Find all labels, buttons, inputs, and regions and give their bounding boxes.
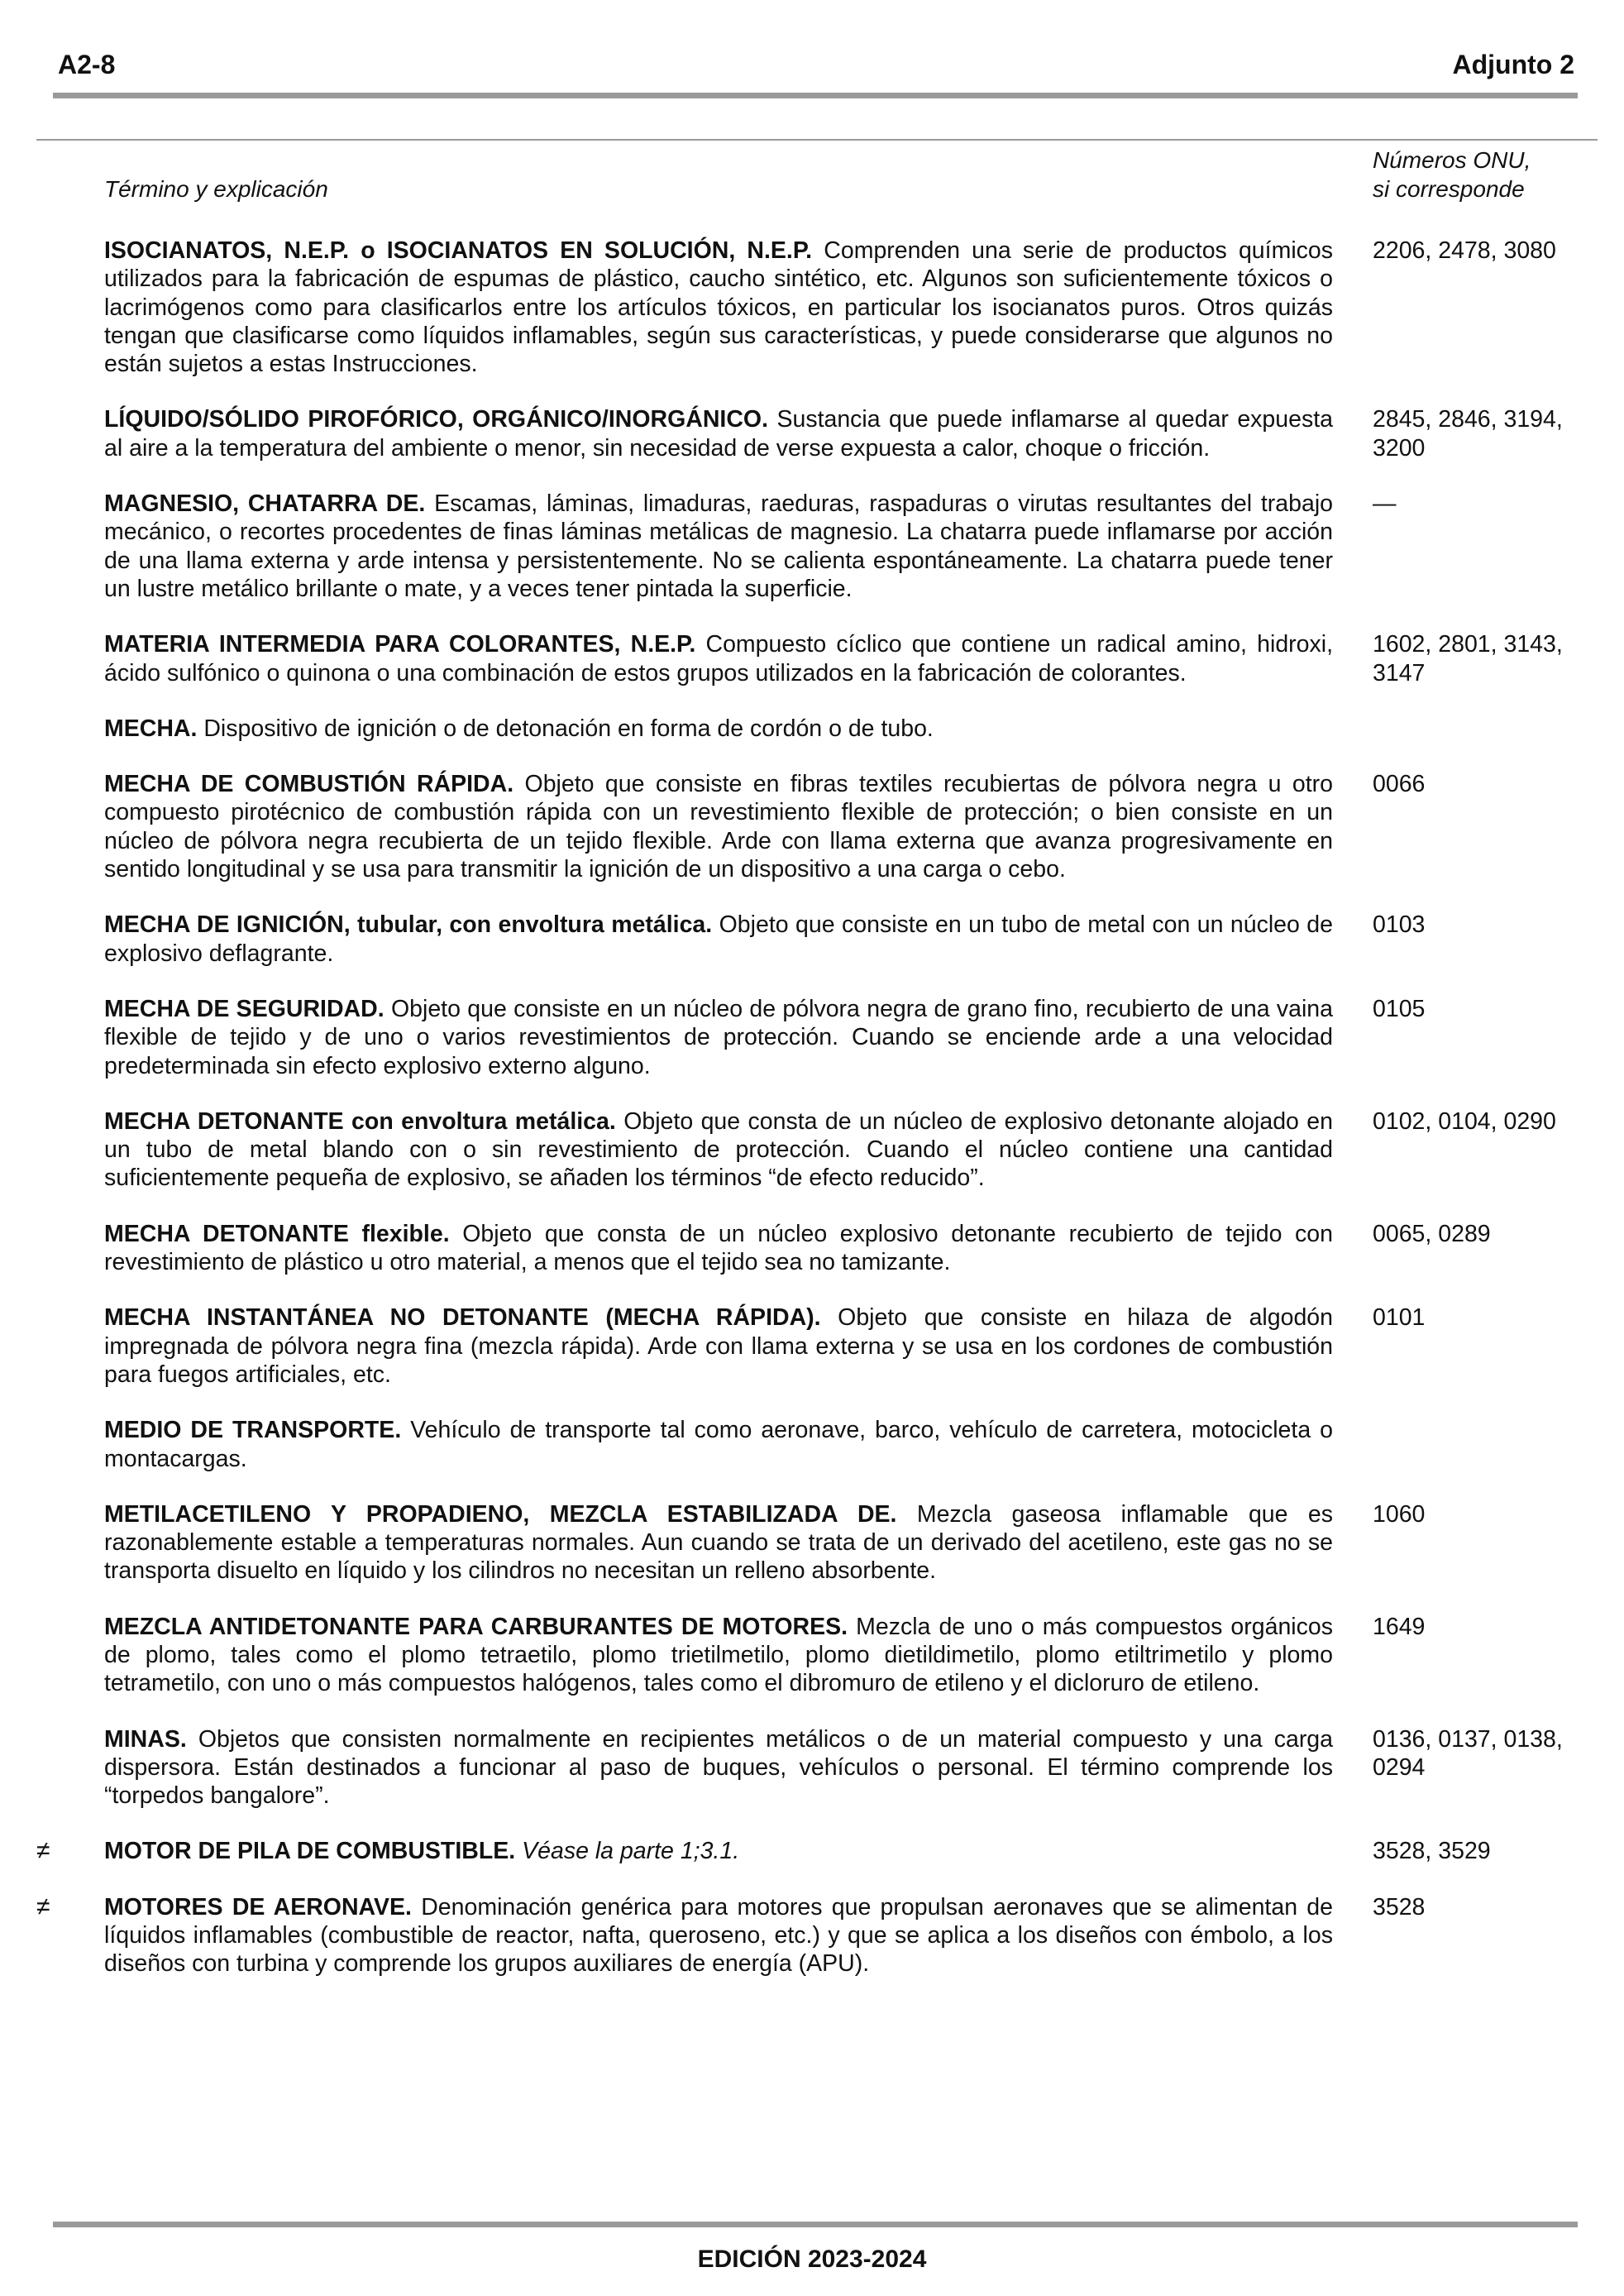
table-top-rule [36, 139, 1598, 141]
entry-text [104, 630, 1333, 687]
entry-description: Escamas, láminas, limaduras, raeduras, raspaduras o virutas resultantes del trabajo mecánico, o recortes procedentes de finas láminas metálicas de magnesio. La chatarra puede inflamarse por acción de una llama externa y arde intensa y persistentemente. No se calienta espontáneamente. La chatarra puede tener un lustre metálico brillante o mate, y a veces tener pintada la superficie. [104, 490, 1333, 602]
entry-text [104, 1107, 1333, 1193]
un-numbers: 0136, 0137, 0138, 0294 [1373, 1725, 1563, 1781]
entry-term: MECHA INSTANTÁNEA NO DETONANTE (MECHA RÁPIDA). [104, 1304, 821, 1332]
un-numbers: 0101 [1373, 1304, 1426, 1332]
footer-rule [53, 2222, 1578, 2227]
entry-text [104, 1613, 1333, 1698]
entry-term: MINAS. [104, 1725, 187, 1753]
entry-description: Mezcla gaseosa inflamable que es razonablemente estable a temperaturas normales. Aun cuando se trata de un derivado del acetileno, este gas no se transporta disuelto en líquido y los cilindros no necesitan un relleno absorbente. [104, 1500, 1333, 1585]
entry-text [104, 237, 1333, 378]
entry-description: Comprenden una serie de productos químicos utilizados para la fabricación de espumas de plástico, caucho sintético, etc. Algunos son suficientemente tóxicos o lacrimógenos como para clasificarlos entre los artículos tóxicos, en particular los isocianatos puros. Otros quizás tengan que clasificarse como líquidos inflamables, según sus características, y puede considerarse que algunos no están sujetos a estas Instrucciones. [104, 237, 1333, 378]
entry-text [104, 490, 1333, 603]
glossary-entry [0, 1500, 1624, 1586]
entry-term: MEZCLA ANTIDETONANTE PARA CARBURANTES DE MOTORES. [104, 1613, 848, 1640]
entry-text [104, 1303, 1333, 1389]
entry-text [104, 770, 1333, 883]
entry-term: MECHA. [104, 715, 198, 742]
un-numbers: 1649 [1373, 1613, 1426, 1640]
entry-text [104, 911, 1333, 968]
entry-description: Sustancia que puede inflamarse al quedar expuesta al aire a la temperatura del ambiente o menor, sin necesidad de verse expuesta a calor, choque o fricción. [104, 406, 1333, 462]
entry-text [104, 1500, 1333, 1586]
amendment-marker: ≠ [36, 1837, 50, 1865]
un-numbers: 0103 [1373, 911, 1426, 939]
entry-term: MEDIO DE TRANSPORTE. [104, 1417, 402, 1444]
entry-term: MECHA DE SEGURIDAD. [104, 995, 385, 1022]
un-numbers: — [1373, 490, 1397, 518]
entry-term: MOTOR DE PILA DE COMBUSTIBLE. [104, 1838, 516, 1865]
glossary-entry [0, 995, 1624, 1080]
un-numbers: 2845, 2846, 3194, 3200 [1373, 406, 1563, 462]
glossary-entry [0, 237, 1624, 378]
glossary-entry [0, 1893, 1624, 1978]
un-numbers: 0065, 0289 [1373, 1220, 1491, 1247]
glossary-entry [0, 1725, 1624, 1810]
entry-term: MATERIA INTERMEDIA PARA COLORANTES, N.E.P. [104, 631, 696, 658]
entry-description: Objeto que consta de un núcleo explosivo detonante recubierto de tejido con revestimiento de plástico u otro material, a menos que el tejido sea no tamizante. [104, 1220, 1333, 1276]
un-heading-line2: si corresponde [1373, 176, 1525, 202]
un-numbers: 2206, 2478, 3080 [1373, 237, 1556, 264]
amendment-marker: ≠ [36, 1892, 50, 1921]
entry-description: Objeto que consta de un núcleo de explosivo detonante alojado en un tubo de metal blando con o sin revestimiento de protección. Cuando el núcleo contiene una cantidad suficientemente pequeña de explosivo, se añaden los términos “de efecto reducido”. [104, 1107, 1333, 1192]
entry-term: MECHA DETONANTE con envoltura metálica. [104, 1107, 616, 1135]
glossary-entry [0, 1613, 1624, 1698]
entry-description: Objeto que consiste en hilaza de algodón impregnada de pólvora negra fina (mezcla rápida). Arde con llama externa y se usa en los cordones de combustión para fuegos artificiales, etc. [104, 1304, 1333, 1388]
un-numbers: 3528, 3529 [1373, 1838, 1491, 1865]
glossary-entry [0, 1416, 1624, 1473]
un-column-heading [1373, 146, 1531, 203]
entry-description: Denominación genérica para motores que propulsan aeronaves que se alimentan de líquidos inflamables (combustible de reactor, nafta, queroseno, etc.) y que se aplica a los diseños con émbolo, a los diseños con turbina y comprende los grupos auxiliares de energía (APU). [104, 1893, 1334, 1978]
entry-reference: Véase la parte 1;3.1. [522, 1838, 740, 1865]
entry-description: Compuesto cíclico que contiene un radical amino, hidroxi, ácido sulfónico o quinona o una combinación de estos grupos utilizados en la fabricación de colorantes. [104, 631, 1334, 686]
glossary-entry [0, 1837, 1624, 1865]
entry-term: MECHA DE COMBUSTIÓN RÁPIDA. [104, 771, 514, 798]
entry-text [104, 715, 1333, 743]
glossary-entry [0, 630, 1624, 687]
entry-description: Vehículo de transporte tal como aeronave, barco, vehículo de carretera, motocicleta o montacargas. [104, 1417, 1334, 1472]
glossary-entry [0, 715, 1624, 743]
glossary-entry [0, 490, 1624, 603]
un-numbers: 0066 [1373, 771, 1426, 798]
glossary-entry [0, 1220, 1624, 1277]
glossary-entry [0, 1107, 1624, 1193]
un-heading-line1: Números ONU, [1373, 147, 1531, 173]
entry-term: MECHA DETONANTE flexible. [104, 1220, 450, 1247]
entry-description: Mezcla de uno o más compuestos orgánicos de plomo, tales como el plomo tetraetilo, plomo trietilmetilo, plomo dietildimetilo, plomo etiltrimetilo y plomo tetrametilo, con uno o más compuestos halógenos, tales como el dibromuro de etileno y el dicloruro de etileno. [104, 1613, 1333, 1697]
entry-term: ISOCIANATOS, N.E.P. o ISOCIANATOS EN SOLUCIÓN, N.E.P. [104, 237, 813, 264]
page-code: A2-8 [58, 50, 116, 79]
entry-text [104, 1725, 1333, 1810]
glossary-entries [0, 237, 1624, 2006]
un-numbers: 3528 [1373, 1893, 1426, 1921]
glossary-entry [0, 911, 1624, 968]
entry-term: METILACETILENO Y PROPADIENO, MEZCLA ESTABILIZADA DE. [104, 1500, 897, 1528]
un-numbers: 0102, 0104, 0290 [1373, 1107, 1556, 1135]
un-numbers: 1060 [1373, 1500, 1426, 1528]
entry-term: MECHA DE IGNICIÓN, tubular, con envoltura metálica. [104, 911, 713, 939]
entry-description: Objeto que consiste en un tubo de metal con un núcleo de explosivo deflagrante. [104, 911, 1333, 967]
un-numbers: 1602, 2801, 3143, 3147 [1373, 631, 1563, 686]
glossary-entry [0, 1303, 1624, 1389]
entry-text [104, 995, 1333, 1080]
entry-term: MOTORES DE AERONAVE. [104, 1893, 412, 1921]
glossary-entry [0, 405, 1624, 462]
un-numbers: 0105 [1373, 995, 1426, 1022]
entry-term: LÍQUIDO/SÓLIDO PIROFÓRICO, ORGÁNICO/INORGÁNICO. [104, 406, 769, 433]
entry-text [104, 1837, 1333, 1865]
attachment-label: Adjunto 2 [1452, 50, 1574, 79]
entry-text [104, 1893, 1333, 1978]
entry-description: Dispositivo de ignición o de detonación en forma de cordón o de tubo. [203, 715, 934, 742]
entry-text [104, 405, 1333, 462]
header-rule [53, 93, 1578, 98]
entry-description: Objetos que consisten normalmente en recipientes metálicos o de un material compuesto y una carga dispersora. Están destinados a funcionar al paso de buques, vehículos o personal. El término comprende los “torpedos bangalore”. [104, 1725, 1334, 1810]
entry-description: Objeto que consiste en un núcleo de pólvora negra de grano fino, recubierto de una vaina flexible de tejido y de uno o varios revestimientos de protección. Cuando se enciende arde a una velocidad predeterminada sin efecto explosivo externo alguno. [104, 995, 1334, 1079]
entry-description: Objeto que consiste en fibras textiles recubiertas de pólvora negra u otro compuesto pirotécnico de combustión rápida con un revestimiento flexible de protección; o bien consiste en un núcleo de pólvora negra recubierta de un tejido flexible. Arde con llama externa que avanza progresivamente en sentido longitudinal y se usa para transmitir la ignición de un dispositivo a una carga o cebo. [104, 771, 1334, 883]
glossary-entry [0, 770, 1624, 883]
term-column-heading: Término y explicación [104, 176, 328, 202]
entry-term: MAGNESIO, CHATARRA DE. [104, 490, 426, 518]
entry-text [104, 1416, 1333, 1473]
edition-footer: EDICIÓN 2023-2024 [697, 2246, 927, 2273]
entry-text [104, 1220, 1333, 1277]
